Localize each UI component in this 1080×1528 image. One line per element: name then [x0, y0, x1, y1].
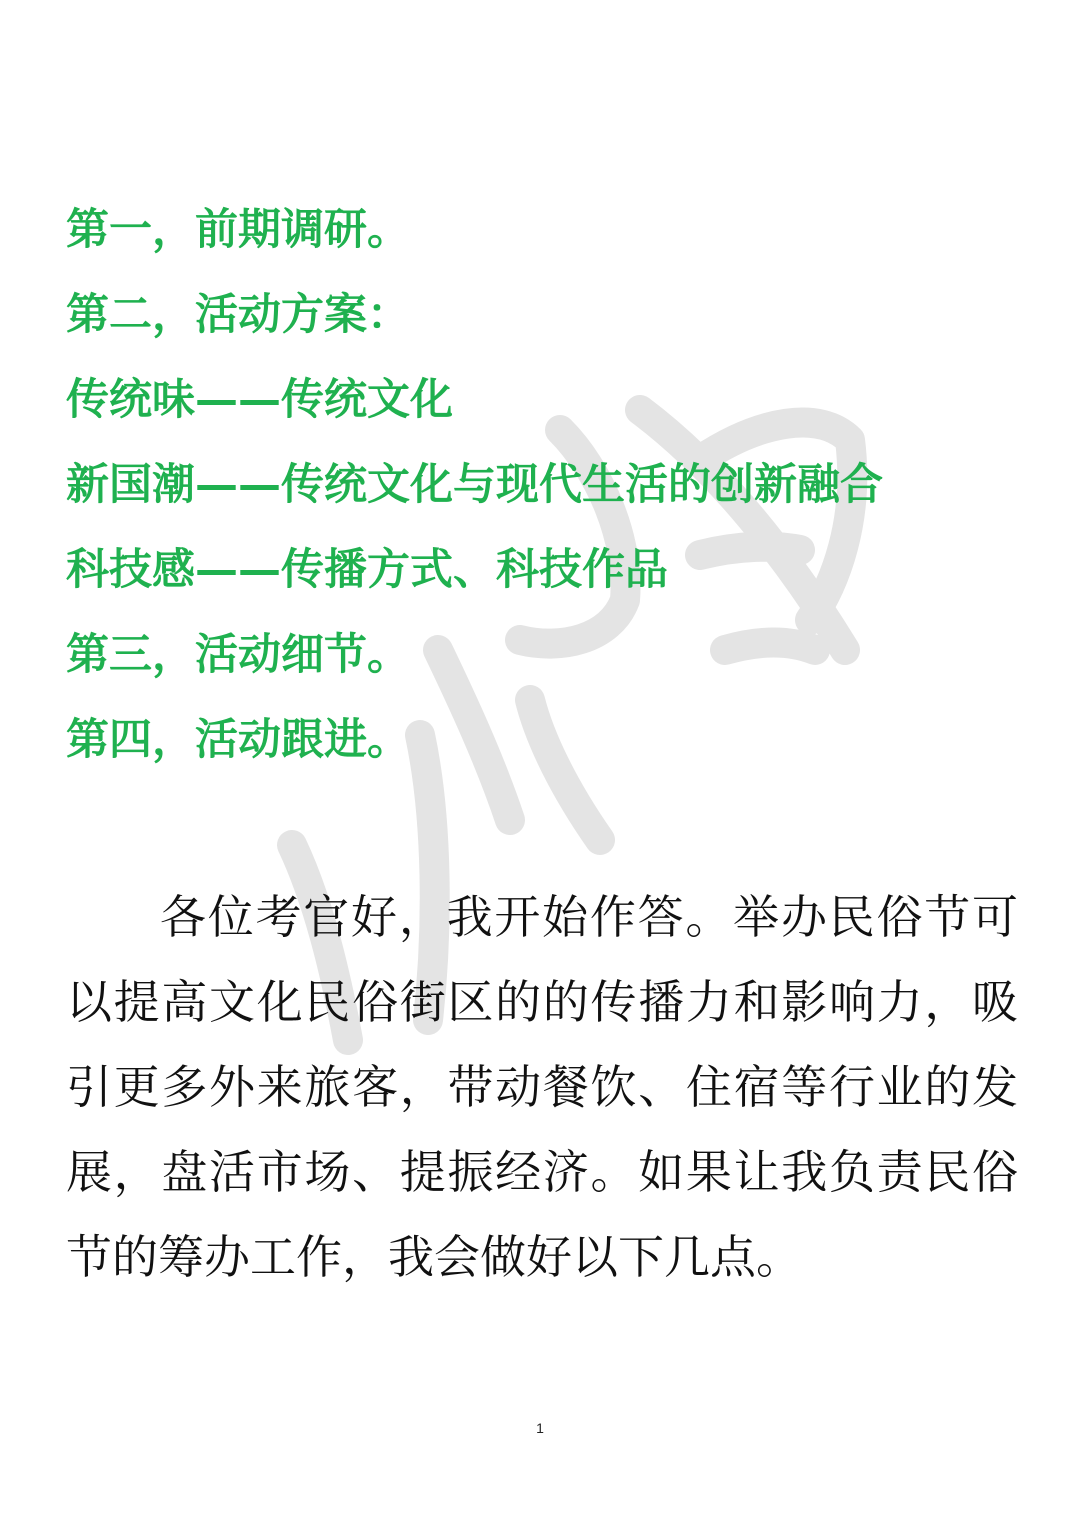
page-number: 1 [536, 1420, 544, 1436]
outline-item: 传统味——传统文化 [66, 375, 453, 425]
answer-outline [66, 198, 883, 793]
outline-item: 第一，前期调研。 [66, 205, 410, 255]
answer-paragraph: 各位考官好，我开始作答。举办民俗节可以提高文化民俗街区的的传播力和影响力，吸引更多外来旅客，带动餐饮、住宿等行业的发展，盘活市场、提振经济。如果让我负责民俗节的筹办工作，我会做好以下几点。 [66, 890, 1018, 1284]
outline-item: 科技感——传播方式、科技作品 [66, 545, 668, 595]
outline-item: 第四，活动跟进。 [66, 715, 410, 765]
outline-item: 第二，活动方案： [66, 290, 410, 340]
outline-item: 第三，活动细节。 [66, 630, 410, 680]
outline-item: 新国潮——传统文化与现代生活的创新融合 [66, 460, 883, 510]
